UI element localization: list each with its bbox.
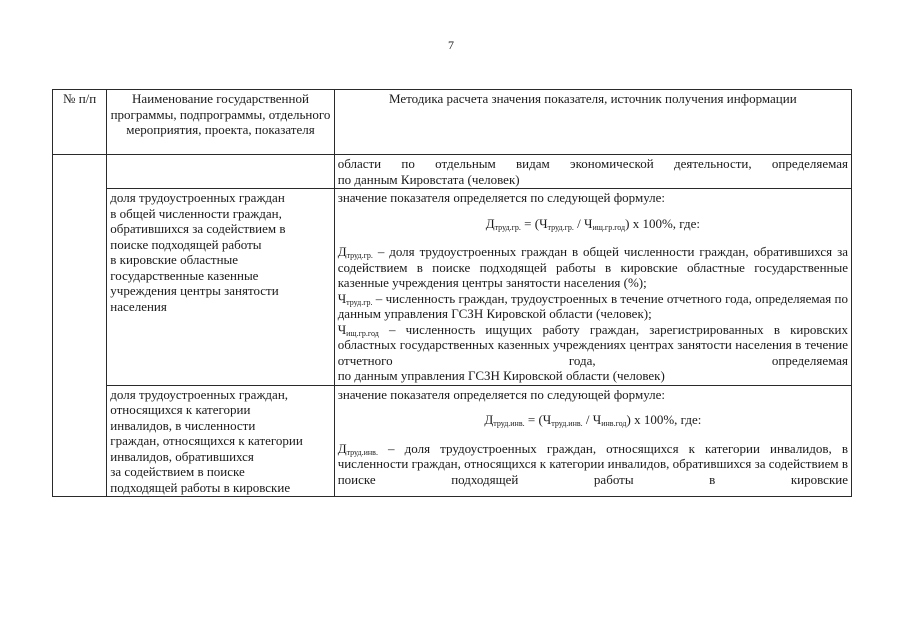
row0-method-line1: области по отдельным видам экономической деятельности, определяемая <box>337 156 848 171</box>
row1-method <box>334 189 851 386</box>
row2-method <box>334 385 851 497</box>
row1-definition-1: $Д_{труд.гр.}$ – доля трудоустроенных граждан в общей численности граждан, обратившихся за содействием в поиске подходящей работы в кировские областные государственные казенные учреждения центры занятости населения (%); <box>337 244 848 290</box>
row1-definition-2: $Ч_{труд.гр.}$ – численность граждан, трудоустроенных в течение отчетного года, определяемая по данным управления ГСЗН Кировской области (человек); <box>337 290 848 321</box>
row1-name-line: в общей численности граждан, <box>110 205 282 221</box>
table-header-row <box>53 90 852 155</box>
row1-name-line: доля трудоустроенных граждан <box>110 190 285 205</box>
row2-formula: $Д_{труд.инв.} = (Ч_{труд.инв.} / Ч_{инв.год})$ x 100%, где: <box>484 412 702 428</box>
table-row <box>53 155 852 189</box>
row2-name-line: доля трудоустроенных граждан, <box>110 386 289 402</box>
row0-name <box>107 155 334 189</box>
row1-definition-3-end: по данным управления ГСЗН Кировской области (человек) <box>337 368 665 383</box>
header-name: Наименование государственной программы, подпрограммы, отдельного мероприятия, проекта, показателя <box>107 90 334 155</box>
row1-name-line: учреждения центры занятости <box>110 283 279 298</box>
header-num: № п/п <box>53 90 107 155</box>
row0-method-line2: по данным Кировстата (человек) <box>337 171 520 187</box>
row1-name-line: обратившихся за содействием в <box>110 221 286 236</box>
row2-name-line: инвалидов, в численности <box>110 417 256 433</box>
row2-name-line: граждан, относящихся к категории <box>110 433 303 448</box>
row2-name-line: за содействием в поиске <box>110 464 245 479</box>
row1-name-line: в кировские областные <box>110 252 239 267</box>
row1-name-line: поиске подходящей работы <box>110 236 262 252</box>
row2-name-line: подходящей работы в кировские <box>110 479 291 495</box>
row1-intro: значение показателя определяется по следующей формуле: <box>337 190 665 205</box>
table-row <box>53 189 852 386</box>
row2-name-line: относящихся к категории <box>110 402 251 417</box>
row1-formula: $Д_{труд.гр.} = (Ч_{труд.гр.} / Ч_{ищ.гр.год})$ x 100%, где: <box>485 215 700 232</box>
row2-definition-1: $Д_{труд.инв.}$ – доля трудоустроенных граждан, относящихся к категории инвалидов, в численности граждан, относящихся к категории инвалидов, обратившихся за содействием в поиске подходящей работы в кировские <box>337 440 848 487</box>
row2-name <box>107 385 334 497</box>
row2-intro: значение показателя определяется по следующей формуле: <box>337 386 665 402</box>
row1-name-line: государственные казенные <box>110 267 259 283</box>
row0-method <box>334 155 851 189</box>
row1-definition-3: $Ч_{ищ.гр.год}$ – численность ищущих работу граждан, зарегистрированных в кировских областных государственных казенных учреждениях центрах занятости населения в течение отчетного года, определяемая <box>337 321 848 368</box>
row1-name <box>107 189 334 386</box>
header-method: Методика расчета значения показателя, источник получения информации <box>334 90 851 155</box>
row1-name-line: населения <box>110 298 167 314</box>
row0-num <box>53 155 107 497</box>
row2-name-line: инвалидов, обратившихся <box>110 448 254 464</box>
page-number: 7 <box>448 38 454 52</box>
methodology-table <box>52 89 852 497</box>
table-row <box>53 385 852 497</box>
